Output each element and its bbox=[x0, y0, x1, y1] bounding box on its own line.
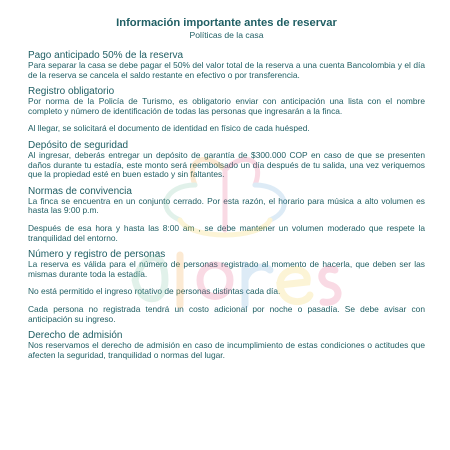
section-heading: Depósito de seguridad bbox=[28, 139, 129, 151]
section-normas-convivencia bbox=[28, 186, 425, 243]
section-numero-registro bbox=[28, 249, 425, 324]
page-subtitle: Políticas de la casa bbox=[189, 30, 264, 40]
section-paragraph: Al llegar, se solicitará el documento de identidad en físico de cada huésped. bbox=[28, 123, 310, 134]
section-heading: Pago anticipado 50% de la reserva bbox=[28, 50, 184, 61]
section-paragraph: Después de esa hora y hasta las 8:00 am , se debe mantener un volumen moderado que respete la tranquilidad del entorno. bbox=[28, 222, 425, 243]
section-paragraph: Cada persona no registrada tendrá un costo adicional por noche o pasadía. Se debe avisar con anticipación su ingreso. bbox=[28, 303, 425, 324]
section-paragraph: No está permitido el ingreso rotativo de personas distintas cada día. bbox=[28, 286, 281, 297]
section-paragraph: Al ingresar, deberás entregar un depósito de garantía de $300.000 COP en caso de que se presenten daños durante tu estadía, este monto será reembolsado un día después de tu salida, una vez veriquemos que la propiedad esté en buen estado y sin faltantes. bbox=[28, 149, 425, 180]
section-heading: Registro obligatorio bbox=[28, 86, 115, 98]
section-deposito-seguridad bbox=[28, 140, 425, 180]
section-heading: Normas de convivencia bbox=[28, 185, 132, 197]
section-paragraph: La finca se encuentra en un conjunto cerrado. Por esta razón, el horario para música a alto volumen es hasta las 9:00 p.m. bbox=[28, 195, 425, 216]
section-registro-obligatorio bbox=[28, 86, 425, 134]
section-heading: Número y registro de personas bbox=[28, 249, 166, 261]
section-pago-anticipado bbox=[28, 50, 425, 80]
page-title: Información importante antes de reservar bbox=[116, 17, 337, 29]
section-derecho-admision bbox=[28, 330, 425, 360]
section-heading: Derecho de admisión bbox=[28, 330, 123, 342]
section-paragraph: Para separar la casa se debe pagar el 50% del valor total de la reserva a una cuenta Bancolombia y el día de la reserva se cancela el saldo restante en efectivo o por transferencia. bbox=[28, 60, 425, 80]
section-paragraph: Por norma de la Policía de Turismo, es obligatorio enviar con anticipación una lista con el nombre completo y número de identificación de todas las personas que ingresarán a la finca. bbox=[28, 96, 425, 116]
section-paragraph: La reserva es válida para el número de personas registrado al momento de hacerla, que deben ser las mismas durante toda la estadía. bbox=[28, 259, 425, 279]
section-paragraph: Nos reservamos el derecho de admisión en caso de incumplimiento de estas condiciones o actitudes que afecten la seguridad, tranquilidad o normas del lugar. bbox=[28, 340, 425, 360]
